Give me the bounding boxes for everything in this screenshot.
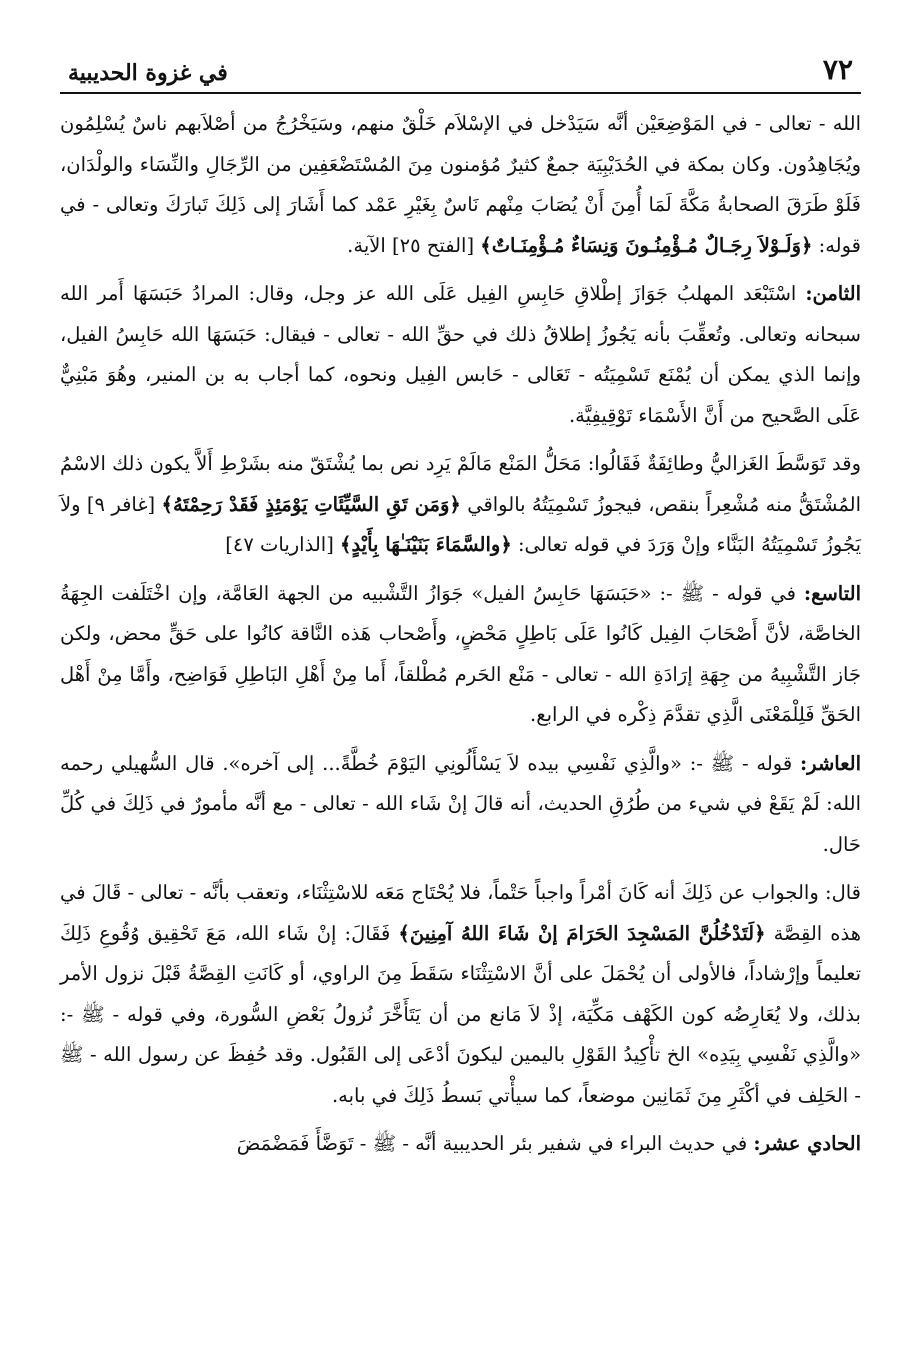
paragraph — [60, 104, 861, 266]
text-segment: اسْتَبْعَد المهلبُ جَوَازَ إطْلاقِ حَابِسِ الفِيل عَلَى الله عز وجل، وقال: المرادُ حَبَسَهَا أَمر الله سبحانه وتعالى. وتُعقِّبَ بأنه يَجُوزُ إطلاقُ ذلك في حقِّ الله - تعالى - فيقال: حَبَسَهَا الله حَابِسُ الفيل، وإنما الذي يمكن أن يُمْنَع تَسْمِيَتُه - تَعَالى - حَابس الفِيل ونحوه، كما أجاب به بن المنير، وهُوَ مَبْنِيٌّ عَلَى الصَّحيح من أَنَّ الأَسْمَاء تَوْقِيفِيَّة. — [60, 282, 861, 427]
text-segment: في حديث البراء في شفير بئر الحديبية أنَّه - ﷺ - تَوَضَّأَ فَمَضْمَضَ — [236, 1132, 754, 1155]
header-rule — [60, 92, 861, 94]
paragraph — [60, 574, 861, 736]
running-title: في غزوة الحديبية — [68, 60, 228, 86]
section-heading: العاشر: — [799, 751, 861, 775]
paragraph — [60, 1124, 861, 1165]
text-segment: [الفتح ٢٥] الآية. — [347, 233, 481, 257]
page-header — [60, 44, 861, 86]
text-segment: [غافر ٩] ولاَ يَجُوزُ تَسْمِيَتُهُ البَنَّاء وإنْ وَرَدَ في قوله تعالى: — [60, 492, 861, 556]
text-segment: فَقَالَ: إنْ شَاء الله، مَعَ تَحْقِيق وُقُوعِ ذَلِكَ تعليماً وإرْشاداً، فالأولى أن يُحْمَلَ على أنَّ الاسْتِثْنَاء سَقَطَ مِنَ الراوي، أو كَانَتِ القِصَّةُ قَبْلَ نزول الأمر بذلك، ولا يُعَارِضُه كون الكَهْف مَكِّيَة، إذْ لاَ مَانع من أن يَتَأَخَّرَ نُزولُ بَعْضِ السُّورة، وفي قوله - ﷺ -: «والَّذِي نَفْسِي بِيَدِه» الخ تأْكِيدُ القَوْلِ باليمين ليكونَ أدْعَى إلى القَبُول. وقد حُفِظَ عن رسول الله - ﷺ - الحَلِف في أكْثَرِ مِنَ ثَمَانِين موضعاً، كما سيأْتي بَسطُ ذَلِكَ في بابه. — [60, 921, 861, 1107]
paragraph — [60, 274, 861, 436]
text-segment: قال: والجواب عن ذَلِكَ أنه كَانَ أمْراً واجباً حَتْماً، فلا يُحْتَاج مَعَه للاسْتِثْنَاء، وتعقب بأنَّه - تعالى - قَالَ في هذه القِصَّة — [60, 881, 861, 945]
section-heading: الثامن: — [805, 282, 861, 305]
text-segment: قوله - ﷺ -: «والَّذِي نَفْسِي بيده لاَ يَسْأَلُونِي اليَوْمَ خُطَّةً... إلى آخره». قال السُّهيلي رحمه الله: لَمْ يَقَعْ في شيء من طُرُقِ الحديث، أنه قالَ إنْ شَاء الله - تعالى - مع أنَّه مأمورٌ في ذَلِكَ في كُلِّ حَال. — [60, 751, 861, 856]
text-segment: [الذاريات ٤٧] — [225, 533, 341, 556]
text-segment: في قوله - ﷺ -: «حَبَسَهَا حَابِسُ الفيل» جَوَازُ التَّشْبيه من الجهة العَامَّة، وإن اخْتَلَفت الجِهَةُ الخاصَّة، لأنَّ أَصْحَابَ الفِيل كَانُوا عَلَى بَاطِلٍ مَحْضٍ، وأَصْحاب هَذه النَّاقة كانُوا على حَقٍّ محض، ولكن جَاز التَّشْبِيهُ من جِهَةِ إرَادَةِ الله - تعالى - مَنْع الحَرم مُطْلقاً، أَما مِنْ أَهْلِ البَاطِلِ فَوَاضِح، وأَمَّا مِنْ أَهْل الحَقِّ فَلِلْمَعْنَى الَّذِي تقدَّمَ ذِكْره في الرابع. — [60, 581, 861, 726]
page-number: ٧٢ — [822, 53, 853, 86]
section-heading: الحادي عشر: — [753, 1132, 861, 1155]
paragraph — [60, 744, 861, 866]
body-text — [60, 104, 861, 1165]
quran-verse: ﴿لَتَدْخُلُنَّ المَسْجِدَ الحَرَامَ إنْ شَاءَ اللهُ آمِنِينَ﴾ — [398, 921, 766, 945]
text-segment: الله - تعالى - في المَوْضِعَيْن أنَّه سَيَدْخل في الإسْلاَم خَلْقٌ منهم، وسَيَخْرُجُ من أصْلاَبهم ناسٌ يُسْلِمُون ويُجَاهِدُون. وكان بمكة في الحُدَيْبِيَة جمعٌ كثيرٌ مُؤمنون مِنَ المُسْتَضْعَفِين من الرِّجَالِ والنِّسَاء والولْدَان، فَلَوْ طَرَقَ الصحابةُ مَكَّةَ لَمَا أُمِنَ أَنْ يُصَابَ مِنْهم نَاسٌ بِغَيْرِ عَمْد كما أَشَارَ إلى ذَلِكَ تَبارَكَ وتعالى - في قوله: — [60, 112, 861, 257]
quran-verse: ﴿وَلَـوْلاَ رِجَـالٌ مُـؤْمِنُـونَ وَنِسَاءٌ مُـؤْمِنَـاتٌ﴾ — [480, 233, 813, 257]
paragraph — [60, 873, 861, 1116]
section-heading: التاسع: — [803, 581, 861, 605]
paragraph — [60, 444, 861, 566]
quran-verse: ﴿وَمَن تَقِ السَّيِّئَاتِ يَوْمَئِذٍ فَقَدْ رَحِمْتَهُ﴾ — [161, 492, 461, 516]
text-segment: وقد تَوَسَّطَ الغَزاليُّ وطائِفَةٌ فَقَالُوا: مَحَلُّ المَنْع مَالَمْ يَرِد نص بما يُشْتَقّ منه بشَرْطِ أَلاَّ يكون ذلك الاسْمُ المُشْتَقُّ منه مُشْعِراً بنقص، فيجوزُ تَسْمِيَتُهُ بالواقي — [60, 452, 861, 516]
quran-verse: ﴿والسَّمَاءَ بَنَيْنَـٰهَا بِأَيْدٍ﴾ — [340, 533, 512, 556]
